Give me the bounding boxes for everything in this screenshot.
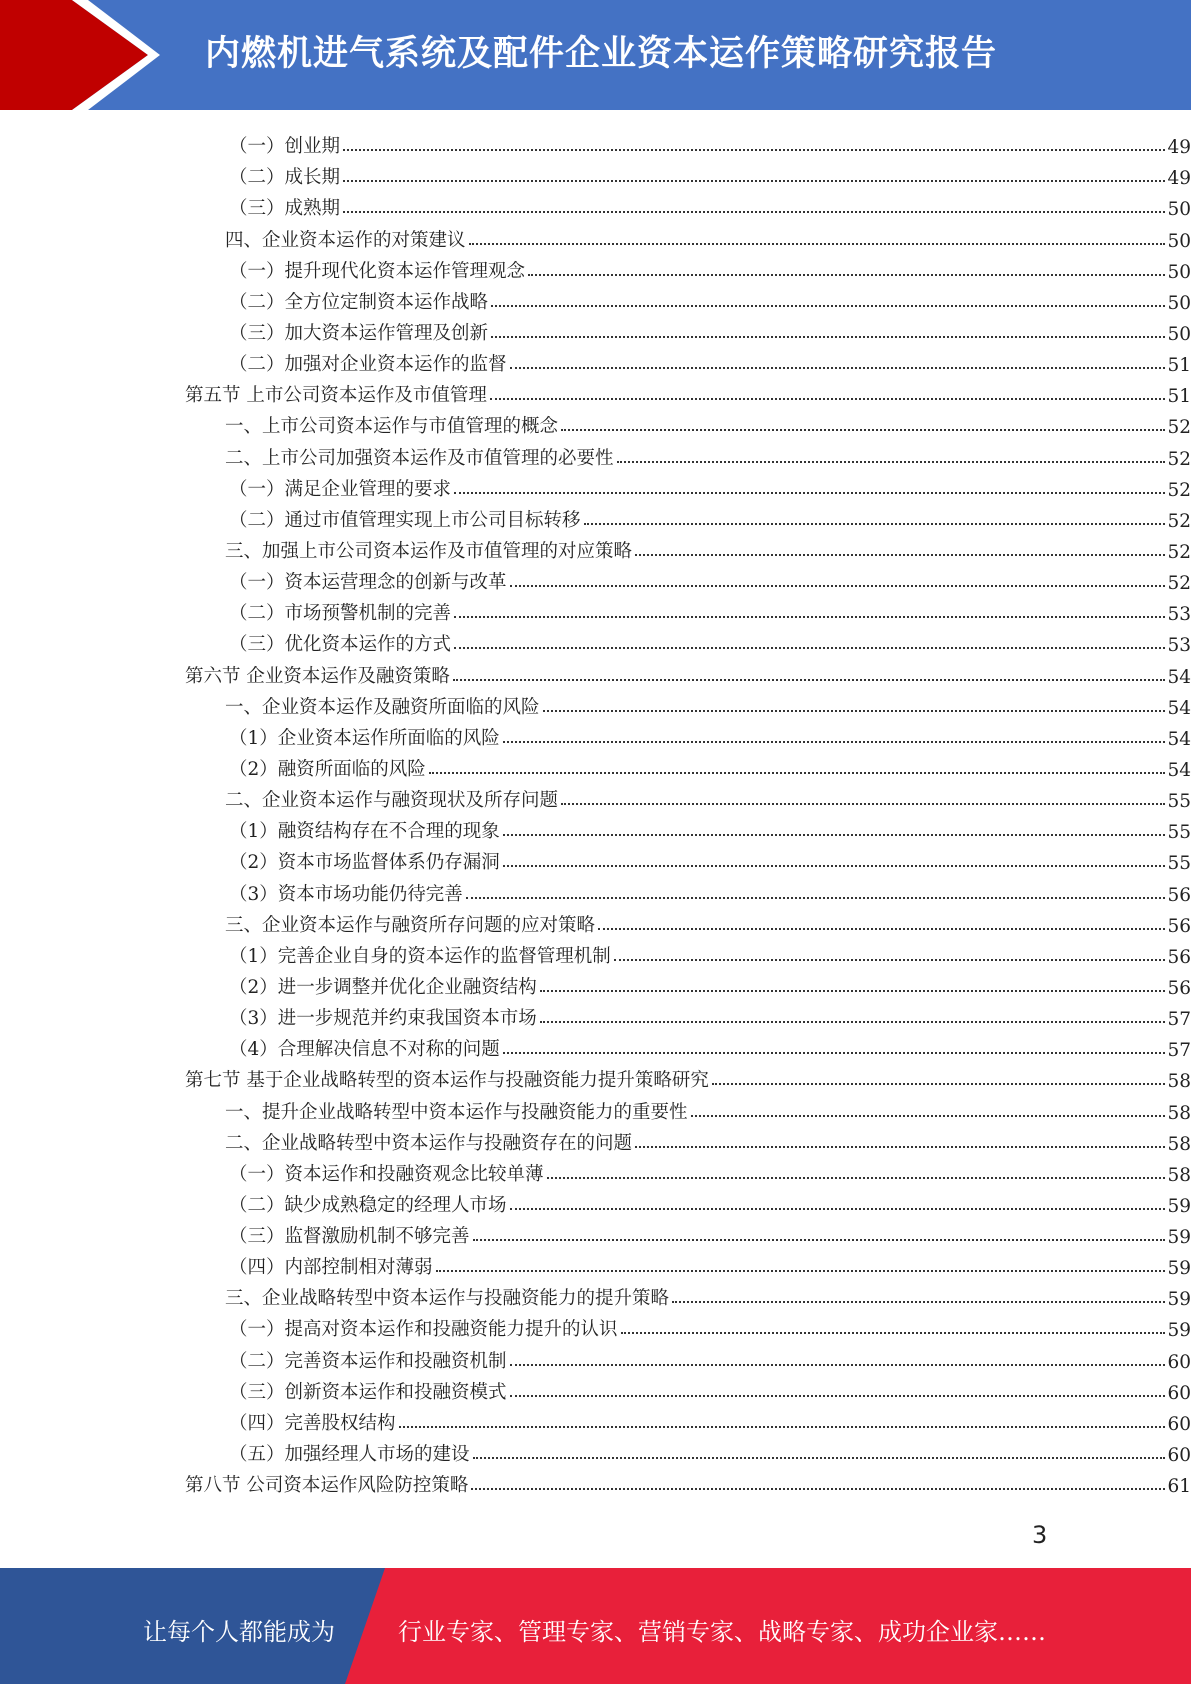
toc-entry[interactable] <box>0 127 1191 158</box>
toc-entry[interactable] <box>0 1061 1191 1092</box>
toc-entry-page: 56 <box>1167 884 1191 906</box>
toc-entry[interactable] <box>0 1466 1191 1497</box>
toc-entry-page: 54 <box>1167 697 1191 719</box>
toc-entry-page: 55 <box>1167 791 1191 813</box>
toc-entry[interactable] <box>0 625 1191 656</box>
toc-entry[interactable] <box>0 1124 1191 1155</box>
toc-entry-page: 60 <box>1167 1413 1191 1435</box>
toc-entry-page: 56 <box>1167 946 1191 968</box>
toc-entry-label: （三）加大资本运作管理及创新 <box>229 322 489 344</box>
toc-dot-leader <box>454 492 1165 494</box>
toc-dot-leader <box>510 367 1166 369</box>
toc-entry-label: 三、企业资本运作与融资所存问题的应对策略 <box>225 914 596 936</box>
toc-dot-leader <box>712 1083 1166 1085</box>
toc-dot-leader <box>584 523 1166 525</box>
toc-entry[interactable] <box>0 189 1191 220</box>
toc-entry-label: （3）资本市场功能仍待完善 <box>229 883 463 905</box>
toc-entry[interactable] <box>0 1155 1191 1186</box>
toc-entry-label: （三）优化资本运作的方式 <box>229 634 452 656</box>
toc-entry[interactable] <box>0 158 1191 189</box>
toc-entry-label: 二、企业资本运作与融资现状及所存问题 <box>225 790 559 812</box>
toc-entry-page: 51 <box>1167 386 1191 408</box>
toc-entry-page: 58 <box>1167 1102 1191 1124</box>
toc-dot-leader <box>399 1426 1166 1428</box>
toc-entry[interactable] <box>0 1373 1191 1404</box>
toc-entry-label: （二）全方位定制资本运作战略 <box>229 291 489 313</box>
toc-entry-label: （3）进一步规范并约束我国资本市场 <box>229 1008 537 1030</box>
toc-entry-label: 二、企业战略转型中资本运作与投融资存在的问题 <box>225 1132 633 1154</box>
toc-entry[interactable] <box>0 906 1191 937</box>
toc-entry-page: 57 <box>1167 1040 1191 1062</box>
toc-dot-leader <box>614 959 1166 961</box>
toc-entry-label: （一）满足企业管理的要求 <box>229 478 452 500</box>
toc-entry[interactable] <box>0 1186 1191 1217</box>
toc-entry[interactable] <box>0 937 1191 968</box>
toc-dot-leader <box>561 429 1165 431</box>
toc-entry-label: 一、企业资本运作及融资所面临的风险 <box>225 696 540 718</box>
toc-dot-leader <box>454 616 1165 618</box>
toc-entry-page: 58 <box>1167 1071 1191 1093</box>
toc-entry-page: 51 <box>1167 355 1191 377</box>
toc-entry[interactable] <box>0 719 1191 750</box>
toc-entry-page: 53 <box>1167 635 1191 657</box>
toc-dot-leader <box>540 1021 1166 1023</box>
toc-entry-label: （1）完善企业自身的资本运作的监督管理机制 <box>229 945 611 967</box>
toc-entry-label: （1）融资结构存在不合理的现象 <box>229 821 500 843</box>
toc-entry[interactable] <box>0 1310 1191 1341</box>
toc-entry-label: 第六节 企业资本运作及融资策略 <box>185 665 450 687</box>
toc-dot-leader <box>617 461 1166 463</box>
toc-entry-page: 59 <box>1167 1195 1191 1217</box>
toc-entry[interactable] <box>0 407 1191 438</box>
toc-entry-label: （二）缺少成熟稳定的经理人市场 <box>229 1194 507 1216</box>
toc-entry[interactable] <box>0 532 1191 563</box>
toc-dot-leader <box>343 149 1165 151</box>
toc-dot-leader <box>343 180 1165 182</box>
toc-entry-label: （二）成长期 <box>229 167 341 189</box>
toc-entry-label: 第八节 公司资本运作风险防控策略 <box>185 1475 469 1497</box>
toc-entry-page: 58 <box>1167 1164 1191 1186</box>
toc-entry-page: 54 <box>1167 666 1191 688</box>
toc-entry[interactable] <box>0 252 1191 283</box>
toc-entry-label: （1）企业资本运作所面临的风险 <box>229 727 500 749</box>
toc-dot-leader <box>561 803 1165 805</box>
toc-entry-page: 59 <box>1167 1289 1191 1311</box>
toc-entry-page: 60 <box>1167 1382 1191 1404</box>
toc-entry[interactable] <box>0 1404 1191 1435</box>
toc-entry-label: （一）资本运作和投融资观念比较单薄 <box>229 1163 544 1185</box>
toc-entry-page: 52 <box>1167 417 1191 439</box>
toc-dot-leader <box>510 1208 1166 1210</box>
toc-entry-page: 50 <box>1167 292 1191 314</box>
toc-entry-page: 55 <box>1167 822 1191 844</box>
toc-entry-page: 56 <box>1167 915 1191 937</box>
toc-dot-leader <box>635 554 1165 556</box>
toc-entry-page: 52 <box>1167 448 1191 470</box>
toc-dot-leader <box>429 772 1166 774</box>
red-chevron-banner <box>0 0 160 110</box>
toc-entry[interactable] <box>0 345 1191 376</box>
toc-dot-leader <box>343 211 1165 213</box>
toc-dot-leader <box>490 398 1166 400</box>
toc-entry-page: 52 <box>1167 573 1191 595</box>
toc-entry-page: 56 <box>1167 977 1191 999</box>
toc-entry[interactable] <box>0 1341 1191 1372</box>
toc-entry[interactable] <box>0 812 1191 843</box>
toc-entry-label: （二）通过市值管理实现上市公司目标转移 <box>229 509 581 531</box>
toc-dot-leader <box>528 274 1165 276</box>
toc-entry[interactable] <box>0 283 1191 314</box>
toc-entry-label: （五）加强经理人市场的建设 <box>229 1444 470 1466</box>
toc-dot-leader <box>436 1270 1166 1272</box>
footer-banner <box>0 1568 1191 1684</box>
toc-entry-label: 第七节 基于企业战略转型的资本运作与投融资能力提升策略研究 <box>185 1070 709 1092</box>
toc-dot-leader <box>466 897 1166 899</box>
toc-dot-leader <box>454 647 1165 649</box>
toc-entry-label: 四、企业资本运作的对策建议 <box>225 229 466 251</box>
toc-dot-leader <box>543 710 1166 712</box>
toc-dot-leader <box>621 1332 1166 1334</box>
toc-dot-leader <box>510 585 1166 587</box>
toc-entry[interactable] <box>0 1248 1191 1279</box>
toc-entry[interactable] <box>0 750 1191 781</box>
toc-entry[interactable] <box>0 874 1191 905</box>
toc-entry-label: （2）进一步调整并优化企业融资结构 <box>229 976 537 998</box>
toc-dot-leader <box>471 1488 1165 1490</box>
toc-entry-label: 三、加强上市公司资本运作及市值管理的对应策略 <box>225 540 633 562</box>
toc-dot-leader <box>547 1177 1166 1179</box>
toc-entry-label: （2）融资所面临的风险 <box>229 758 426 780</box>
toc-dot-leader <box>510 1364 1166 1366</box>
toc-dot-leader <box>510 1395 1166 1397</box>
toc-entry-page: 52 <box>1167 479 1191 501</box>
toc-entry-label: （4）合理解决信息不对称的问题 <box>229 1039 500 1061</box>
toc-entry-label: 一、上市公司资本运作与市值管理的概念 <box>225 416 559 438</box>
toc-entry-page: 58 <box>1167 1133 1191 1155</box>
toc-entry[interactable] <box>0 314 1191 345</box>
toc-dot-leader <box>672 1301 1165 1303</box>
toc-entry-page: 60 <box>1167 1351 1191 1373</box>
toc-entry-page: 59 <box>1167 1227 1191 1249</box>
toc-entry-page: 59 <box>1167 1320 1191 1342</box>
toc-entry-label: （一）创业期 <box>229 136 341 158</box>
toc-entry-page: 52 <box>1167 510 1191 532</box>
toc-entry-page: 54 <box>1167 728 1191 750</box>
toc-entry-page: 61 <box>1167 1476 1191 1498</box>
footer-slogan-left: 让每个人都能成为 <box>143 1618 335 1646</box>
toc-entry-page: 55 <box>1167 853 1191 875</box>
toc-entry-page: 57 <box>1167 1009 1191 1031</box>
toc-entry-label: 第五节 上市公司资本运作及市值管理 <box>185 385 487 407</box>
toc-entry-page: 50 <box>1167 199 1191 221</box>
toc-entry[interactable] <box>0 376 1191 407</box>
toc-entry-label: （一）提高对资本运作和投融资能力提升的认识 <box>229 1319 618 1341</box>
toc-entry-page: 49 <box>1167 137 1191 159</box>
toc-entry[interactable] <box>0 688 1191 719</box>
toc-entry-label: （三）成熟期 <box>229 198 341 220</box>
toc-dot-leader <box>491 305 1165 307</box>
toc-entry[interactable] <box>0 563 1191 594</box>
toc-dot-leader <box>473 1457 1166 1459</box>
toc-entry-label: 三、企业战略转型中资本运作与投融资能力的提升策略 <box>225 1288 670 1310</box>
toc-entry[interactable] <box>0 1092 1191 1123</box>
toc-entry-page: 53 <box>1167 604 1191 626</box>
footer-slogan-right: 行业专家、管理专家、营销专家、战略专家、成功企业家…… <box>398 1618 1046 1646</box>
toc-entry-label: 二、上市公司加强资本运作及市值管理的必要性 <box>225 447 614 469</box>
report-header <box>0 0 1191 110</box>
toc-entry-page: 54 <box>1167 759 1191 781</box>
toc-entry-label: （四）内部控制相对薄弱 <box>229 1257 433 1279</box>
toc-dot-leader <box>453 679 1166 681</box>
toc-entry-label: （三）监督激励机制不够完善 <box>229 1226 470 1248</box>
toc-entry-page: 60 <box>1167 1445 1191 1467</box>
toc-entry-label: （二）完善资本运作和投融资机制 <box>229 1350 507 1372</box>
toc-entry[interactable] <box>0 1279 1191 1310</box>
toc-entry-label: （二）市场预警机制的完善 <box>229 603 452 625</box>
toc-entry-label: （三）创新资本运作和投融资模式 <box>229 1381 507 1403</box>
toc-entry-label: （四）完善股权结构 <box>229 1412 396 1434</box>
toc-dot-leader <box>503 1052 1166 1054</box>
toc-entry[interactable] <box>0 968 1191 999</box>
toc-dot-leader <box>691 1115 1166 1117</box>
toc-entry-page: 52 <box>1167 541 1191 563</box>
toc-entry-label: （二）加强对企业资本运作的监督 <box>229 354 507 376</box>
toc-dot-leader <box>540 990 1166 992</box>
toc-entry[interactable] <box>0 1030 1191 1061</box>
toc-dot-leader <box>503 865 1166 867</box>
toc-entry[interactable] <box>0 656 1191 687</box>
toc-entry-page: 50 <box>1167 323 1191 345</box>
toc-dot-leader <box>598 928 1165 930</box>
toc-entry-page: 49 <box>1167 168 1191 190</box>
toc-entry-page: 50 <box>1167 261 1191 283</box>
toc-dot-leader <box>469 243 1166 245</box>
toc-entry[interactable] <box>0 594 1191 625</box>
toc-entry-label: （一）资本运营理念的创新与改革 <box>229 572 507 594</box>
toc-entry-label: 一、提升企业战略转型中资本运作与投融资能力的重要性 <box>225 1101 688 1123</box>
toc-entry-label: （2）资本市场监督体系仍存漏洞 <box>229 852 500 874</box>
toc-dot-leader <box>491 336 1165 338</box>
toc-dot-leader <box>473 1239 1166 1241</box>
toc-entry-page: 59 <box>1167 1258 1191 1280</box>
toc-dot-leader <box>503 741 1166 743</box>
toc-dot-leader <box>635 1146 1165 1148</box>
report-title: 内燃机进气系统及配件企业资本运作策略研究报告 <box>205 34 998 74</box>
page-number: 3 <box>1032 1521 1048 1549</box>
toc-dot-leader <box>503 834 1166 836</box>
table-of-contents <box>0 127 1191 1497</box>
toc-entry-page: 50 <box>1167 230 1191 252</box>
toc-entry[interactable] <box>0 781 1191 812</box>
toc-entry[interactable] <box>0 501 1191 532</box>
toc-entry[interactable] <box>0 470 1191 501</box>
toc-entry[interactable] <box>0 1435 1191 1466</box>
toc-entry[interactable] <box>0 438 1191 469</box>
toc-entry-label: （一）提升现代化资本运作管理观念 <box>229 260 526 282</box>
toc-entry[interactable] <box>0 999 1191 1030</box>
toc-entry[interactable] <box>0 1217 1191 1248</box>
toc-entry[interactable] <box>0 843 1191 874</box>
toc-entry[interactable] <box>0 220 1191 251</box>
